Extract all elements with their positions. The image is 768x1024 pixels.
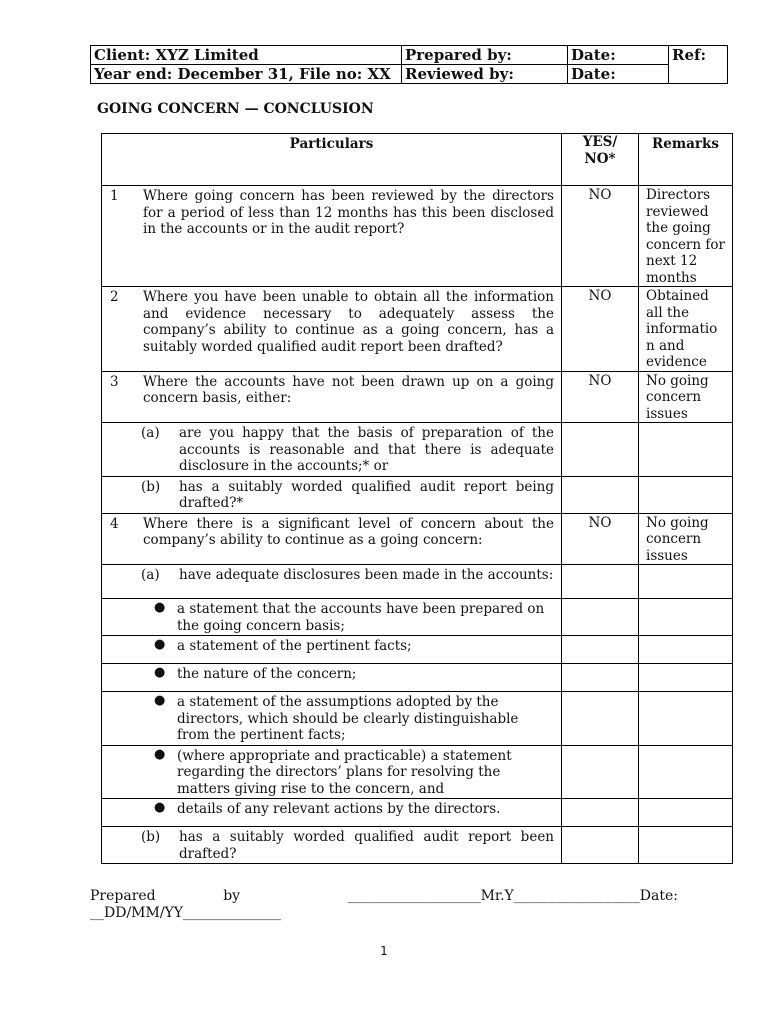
remark-cell: Directors reviewed the going concern for next 12 months	[639, 186, 733, 287]
bullet-text: details of any relevant actions by the directors.	[177, 801, 501, 817]
answer-cell: NO	[562, 186, 639, 287]
remark-cell	[639, 636, 733, 664]
particulars-cell	[102, 745, 562, 799]
particulars-cell	[102, 636, 562, 664]
answer-cell: NO	[562, 287, 639, 372]
checklist-table	[101, 133, 733, 864]
table-row	[102, 287, 733, 372]
sub-item-text: has a suitably worded qualified audit report being drafted?*	[179, 478, 554, 511]
sign-off-block	[90, 888, 690, 922]
answer-cell	[562, 827, 639, 864]
section-title: GOING CONCERN — CONCLUSION	[97, 101, 374, 117]
particulars-cell	[102, 371, 562, 423]
bullet-icon: ●	[154, 665, 166, 680]
question-text: Where there is a significant level of concern about the company’s ability to continue as a going concern:	[143, 515, 554, 548]
question-text: Where going concern has been reviewed by the directors for a period of less than 12 months has this been disclosed in the accounts or in the audit report?	[143, 188, 554, 237]
bullet-text: a statement of the assumptions adopted by the directors, which should be clearly distinguishable from the pertinent facts;	[177, 694, 519, 743]
table-row	[102, 827, 733, 864]
table-row	[102, 692, 733, 746]
particulars-cell	[102, 287, 562, 372]
table-row	[102, 423, 733, 477]
particulars-cell	[102, 599, 562, 636]
table-row	[102, 799, 733, 827]
answer-cell	[562, 799, 639, 827]
bullet-icon: ●	[154, 800, 166, 815]
table-row	[102, 664, 733, 692]
remark-cell	[639, 423, 733, 477]
answer-cell	[562, 423, 639, 477]
remark-cell	[639, 799, 733, 827]
signature-line: ___________________Mr.Y__________________Date:	[347, 888, 678, 904]
remark-cell	[639, 476, 733, 513]
col-header-particulars: Particulars	[102, 134, 562, 186]
answer-cell	[562, 565, 639, 599]
prepared-by-cell: Prepared by:	[402, 46, 568, 65]
bullet-icon: ●	[154, 600, 166, 615]
table-row	[102, 371, 733, 423]
sub-item-label: (a)	[141, 567, 160, 583]
table-row	[102, 745, 733, 799]
page-number: 1	[380, 944, 388, 958]
answer-cell	[562, 692, 639, 746]
sub-item-text: are you happy that the basis of preparation of the accounts is reasonable and that there is adequate disclosure in the accounts;* or	[179, 425, 554, 474]
review-date-cell: Date:	[568, 65, 669, 84]
bullet-icon: ●	[154, 746, 166, 762]
particulars-cell	[102, 423, 562, 477]
bullet-text: a statement that the accounts have been prepared on the going concern basis;	[177, 601, 545, 634]
item-number: 4	[110, 515, 119, 532]
table-header-row	[102, 134, 733, 186]
particulars-cell	[102, 692, 562, 746]
answer-cell	[562, 636, 639, 664]
answer-cell: NO	[562, 513, 639, 565]
remark-cell	[639, 745, 733, 799]
remark-cell: No going concern issues	[639, 371, 733, 423]
question-text: Where you have been unable to obtain all the information and evidence necessary to adequately assess the company’s ability to continue as a going concern, has a suitably worded qualified audit report been drafted?	[143, 289, 554, 355]
sub-item-label: (a)	[141, 425, 160, 441]
header-table	[90, 45, 728, 84]
date-cell: Date:	[568, 46, 669, 65]
particulars-cell	[102, 664, 562, 692]
bullet-text: the nature of the concern;	[177, 666, 357, 682]
remark-cell	[639, 565, 733, 599]
table-row	[102, 476, 733, 513]
particulars-cell	[102, 476, 562, 513]
date-line: __DD/MM/YY______________	[90, 905, 282, 921]
item-number: 1	[110, 188, 119, 204]
client-cell: Client: XYZ Limited	[91, 46, 402, 65]
bullet-icon: ●	[154, 693, 166, 708]
answer-cell	[562, 745, 639, 799]
sub-item-label: (b)	[141, 478, 161, 495]
sub-item-text: has a suitably worded qualified audit report been drafted?	[179, 829, 554, 862]
reviewed-by-cell: Reviewed by:	[402, 65, 568, 84]
table-row	[102, 513, 733, 565]
particulars-cell	[102, 186, 562, 287]
item-number: 3	[110, 373, 119, 390]
table-row	[102, 599, 733, 636]
particulars-cell	[102, 799, 562, 827]
answer-cell: NO	[562, 371, 639, 423]
particulars-cell	[102, 827, 562, 864]
remark-cell	[639, 664, 733, 692]
particulars-cell	[102, 565, 562, 599]
particulars-cell	[102, 513, 562, 565]
ref-cell: Ref:	[669, 46, 728, 84]
remark-cell: Obtained all the informatio n and evidence	[639, 287, 733, 372]
remark-cell	[639, 599, 733, 636]
answer-cell	[562, 664, 639, 692]
question-text: Where the accounts have not been drawn up on a going concern basis, either:	[143, 373, 554, 406]
sub-item-label: (b)	[141, 829, 161, 845]
remark-cell	[639, 692, 733, 746]
col-header-remarks: Remarks	[639, 134, 733, 186]
sub-item-text: have adequate disclosures been made in the accounts:	[179, 567, 554, 583]
remark-cell: No going concern issues	[639, 513, 733, 565]
answer-cell	[562, 476, 639, 513]
remark-cell	[639, 827, 733, 864]
table-row	[102, 565, 733, 599]
no-label: NO*	[584, 150, 616, 167]
answer-cell	[562, 599, 639, 636]
item-number: 2	[110, 289, 119, 305]
col-header-yes-no	[562, 134, 639, 186]
table-row	[102, 186, 733, 287]
bullet-icon: ●	[154, 637, 166, 652]
bullet-text: (where appropriate and practicable) a statement regarding the directors’ plans for resolving the matters giving rise to the concern, and	[177, 747, 512, 797]
bullet-text: a statement of the pertinent facts;	[177, 638, 412, 654]
yes-label: YES/	[582, 134, 618, 150]
year-end-cell: Year end: December 31, File no: XX	[91, 65, 402, 84]
table-row	[102, 636, 733, 664]
by-label: by	[223, 888, 241, 904]
prepared-label: Prepared	[90, 888, 156, 904]
